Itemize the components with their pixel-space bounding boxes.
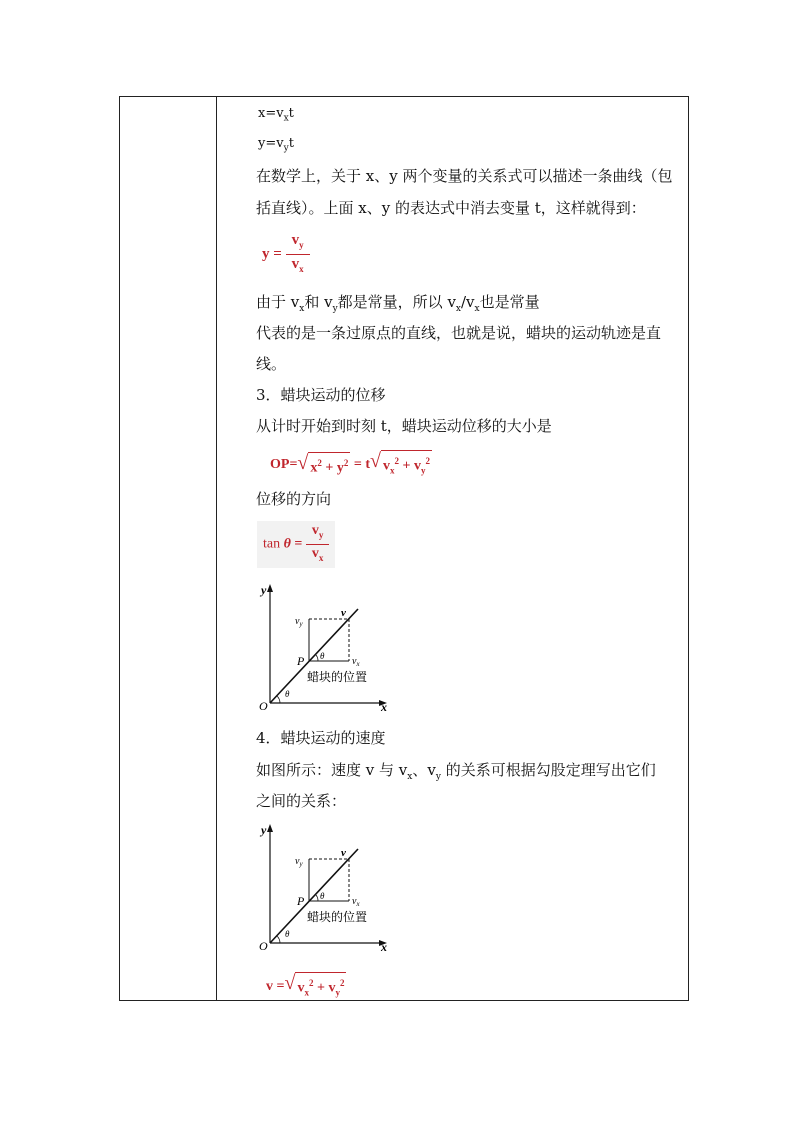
- formula-tan: tan θ = $\frac{v_y}{v_x}$: [257, 521, 335, 568]
- paragraph-line: 代表的是一条过原点的直线，也就是说，蜡块的运动轨迹是直: [256, 324, 662, 342]
- column-divider: [216, 97, 217, 1000]
- caption-label: 蜡块的位置: [307, 670, 368, 684]
- motion-diagram: [255, 580, 395, 712]
- theta-label-origin: θ: [285, 689, 290, 699]
- paragraph-line: 由于 $v_x$和 $v_y$都是常量，所以 $v_x/v_x$也是常量: [256, 293, 540, 314]
- point-p-label: P: [297, 654, 305, 668]
- angle-arc-origin: [277, 936, 280, 943]
- theta-label-p: θ: [320, 891, 325, 901]
- origin-label: O: [259, 939, 268, 952]
- origin-label: O: [259, 699, 268, 712]
- fraction: $\frac{v_y}{v_x}$: [286, 232, 310, 277]
- formula-y: y = $\frac{v_y}{v_x}$: [262, 232, 310, 277]
- square-root: √ $v_x^2 + v_y^2$: [370, 450, 432, 479]
- fraction: $\frac{v_y}{v_x}$: [306, 523, 330, 566]
- v-label: v: [341, 847, 346, 859]
- square-root: √ $v_x^2 + v_y^2$: [284, 972, 346, 1001]
- x-axis-label: x: [381, 700, 387, 712]
- vx-label: $v_x$: [352, 656, 360, 668]
- x-axis-label: x: [381, 940, 387, 952]
- paragraph-line: 在数学上，关于 x、y 两个变量的关系式可以描述一条曲线（包: [256, 167, 673, 185]
- vx-label: $v_x$: [352, 896, 360, 908]
- y-axis-label: y: [261, 583, 267, 597]
- square-root: √ $x^2 + y^2$: [297, 451, 349, 476]
- paragraph-line: 括直线）。上面 x、y 的表达式中消去变量 t，这样就得到：: [256, 199, 646, 217]
- trajectory-line: [270, 849, 358, 943]
- vy-label: $v_y$: [295, 616, 303, 628]
- theta-label-origin: θ: [285, 929, 290, 939]
- angle-arc-origin: [277, 696, 280, 703]
- y-axis-arrow: [267, 824, 273, 832]
- paragraph-line: 之间的关系：: [256, 792, 347, 810]
- formula-v: v = √ $v_x^2 + v_y^2$: [266, 972, 346, 1001]
- theta-label-p: θ: [320, 651, 325, 661]
- equation-y: $y=v_yt$: [258, 136, 294, 154]
- content-table: [119, 96, 689, 1001]
- equation-x: $x=v_xt$: [258, 106, 294, 124]
- paragraph-line: 线。: [256, 355, 287, 373]
- paragraph-line: 如图所示：速度 v 与 $v_x$、$v_y$ 的关系可根据勾股定理写出它们: [256, 761, 656, 782]
- section-heading: 3．蜡块运动的位移: [256, 386, 386, 404]
- formula-op: OP= √ $x^2 + y^2$ = t √ $v_x^2 + v_y^2$: [270, 450, 432, 479]
- paragraph-line: 位移的方向: [256, 490, 332, 508]
- point-p-label: P: [297, 894, 305, 908]
- v-label: v: [341, 607, 346, 619]
- velocity-diagram: [255, 820, 395, 952]
- paragraph-line: 从计时开始到时刻 t，蜡块运动位移的大小是: [256, 417, 552, 435]
- trajectory-line: [270, 609, 358, 703]
- y-axis-arrow: [267, 584, 273, 592]
- vy-label: $v_y$: [295, 856, 303, 868]
- section-heading: 4．蜡块运动的速度: [256, 729, 386, 747]
- y-axis-label: y: [261, 823, 267, 837]
- caption-label: 蜡块的位置: [307, 910, 368, 924]
